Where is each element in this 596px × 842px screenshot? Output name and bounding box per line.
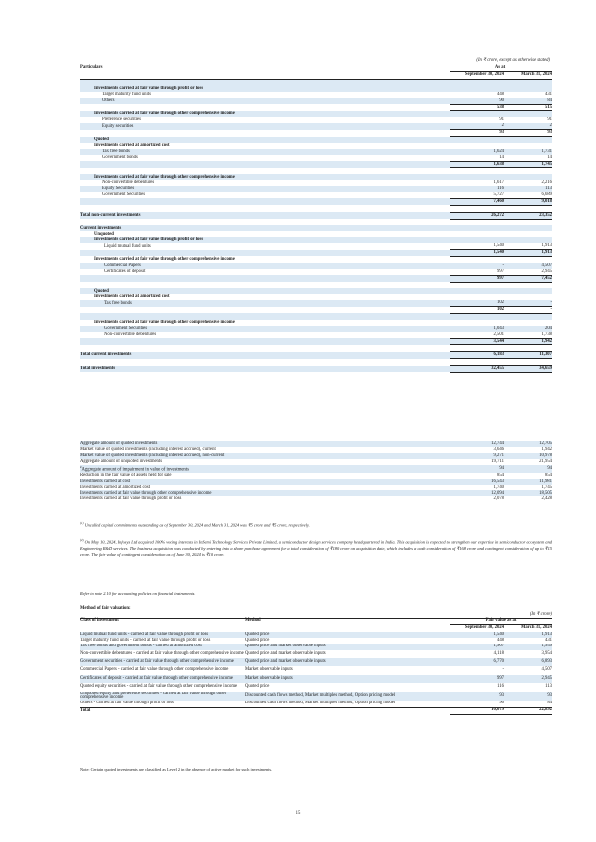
aggregate-label-text: Investments carried at fair value through other comprehensive income — [80, 490, 212, 496]
valuation-method: Discounted cash flows method, Market multiples method, Option pricing model — [245, 692, 450, 701]
valuation-note: Note: Certain quoted investments are classified as Level 2 in the absence of active market for such investments. — [80, 767, 273, 772]
valuation-col-mar: March 31, 2024 — [520, 625, 552, 630]
row-label: Commercial Papers — [80, 263, 450, 269]
value-mar-2024: 2,428 — [541, 496, 552, 502]
valuation-method: Market observable inputs — [245, 667, 293, 673]
value-sep-2024: 2 — [450, 123, 504, 129]
row-label: Total investments — [80, 366, 450, 373]
value-mar-2024: 2,216 — [541, 180, 552, 186]
value-sep-2024 — [450, 359, 504, 366]
value-mar-2024: 93 — [504, 692, 552, 701]
row-label: Others — [80, 98, 450, 104]
row-label — [80, 307, 450, 314]
value-sep-2024: 19,711 — [491, 458, 504, 464]
valuation-row — [80, 666, 552, 674]
table-row — [80, 338, 552, 345]
table-row — [80, 104, 552, 111]
valuation-col-sep: September 30, 2024 — [464, 625, 504, 630]
value-sep-2024: 102 — [450, 300, 504, 306]
value-mar-2024: 431 — [544, 91, 552, 97]
row-label: Government Securities — [80, 326, 450, 332]
value-mar-2024: 1,959 — [504, 644, 552, 650]
value-mar-2024: 94 — [504, 465, 552, 473]
value-mar-2024: 12,705 — [504, 441, 552, 447]
table-row — [80, 130, 552, 137]
row-label: Non-convertible debentures — [102, 180, 155, 186]
valuation-title: Method of fair valuation: — [80, 606, 131, 611]
row-label: Unquoted — [94, 231, 114, 237]
valuation-col-fair: Fair value as at — [485, 618, 517, 623]
value-sep-2024: 997 — [496, 268, 504, 274]
class-of-investment: Quoted equity securities - carried at fair value through other comprehensive income — [80, 684, 238, 690]
class-of-investment: Commercial Papers - carried at fair value through other comprehensive income — [80, 667, 229, 673]
valuation-method: Discounted cash flows method, Market multiples method, Option pricing model — [245, 700, 396, 706]
aggregate-row — [80, 465, 552, 473]
value-mar-2024: 11,981 — [504, 479, 552, 485]
row-label: Government bonds — [102, 155, 138, 161]
value-sep-2024: 93 — [450, 692, 504, 701]
value-sep-2024: 448 — [496, 91, 504, 97]
value-sep-2024: 16,543 — [450, 479, 504, 485]
note-2: $^{(2)}$ On May 10, 2024, Infosys Ltd acquired 100% voting interests in InSemi Technology Services Private Limited, a semiconductor design services company headquartered in India. This acquisition is expected to strengthen our expertise in semiconductor ecosystem and Engineering R&D services. The business acquisition was conducted by entering into a share purchase agreement for a total consideration of ₹180 crore on acquisition date, which includes a cash consideration of ₹168 crore and contingent consideration of up to ₹15 crore. The fair value of contingent consideration as of June 30, 2024 is ₹10 crore. — [80, 538, 552, 558]
value-mar-2024: 84 — [504, 98, 552, 104]
value-mar-2024: 1,913 — [504, 632, 552, 638]
value-sep-2024: 14 — [499, 154, 504, 160]
value-mar-2024: 515 — [504, 104, 552, 111]
value-sep-2024: 91 — [499, 117, 504, 123]
value-mar-2024: 204 — [504, 326, 552, 332]
table-row — [80, 359, 552, 366]
table-row — [80, 275, 552, 282]
value-sep-2024: 5,727 — [493, 192, 504, 198]
value-sep-2024 — [450, 345, 504, 352]
aggregate-label — [80, 465, 450, 473]
row-label — [80, 338, 450, 345]
value-mar-2024: 23,352 — [504, 212, 552, 219]
value-mar-2024: 1,745 — [541, 484, 552, 490]
row-label: Investments carried at amortized cost — [94, 143, 170, 149]
value-mar-2024: 7,452 — [504, 275, 552, 282]
value-mar-2024: 2,945 — [541, 268, 552, 274]
row-label — [80, 104, 450, 111]
row-label: Investments carried at fair value through other comprehensive income — [80, 111, 450, 117]
value-mar-2024: 21,954 — [539, 458, 552, 464]
valuation-col-method: Method — [245, 618, 261, 623]
row-label — [80, 198, 450, 205]
value-sep-2024 — [450, 205, 504, 212]
value-mar-2024: 91 — [547, 117, 552, 123]
value-sep-2024: 90 — [450, 98, 504, 104]
table-row — [80, 212, 552, 219]
value-mar-2024: 1,738 — [541, 331, 552, 337]
value-sep-2024: 1,740 — [493, 484, 504, 490]
row-label: Non-convertible debentures — [104, 332, 157, 338]
class-of-investment: Tax free bonds and government bonds - carried at amortized cost — [80, 644, 245, 650]
value-sep-2024: 2,078 — [493, 496, 504, 502]
class-of-investment: Others - carried at fair value through profit or loss — [80, 700, 174, 706]
value-sep-2024: 7,460 — [450, 198, 504, 205]
row-label: Tax free bonds — [80, 300, 450, 306]
value-mar-2024: 6,689 — [541, 192, 552, 198]
table-row — [80, 352, 552, 359]
value-mar-2024: 1,942 — [541, 447, 552, 453]
row-label — [80, 161, 450, 168]
footnote-marker: # — [80, 464, 82, 469]
value-sep-2024: 1,638 — [450, 161, 504, 168]
class-of-investment: Non-convertible debentures - carried at fair value through other comprehensive income — [80, 650, 244, 656]
value-mar-2024: 18,505 — [504, 490, 552, 496]
value-sep-2024: 1,043 — [450, 326, 504, 332]
row-label: Liquid mutual fund units — [104, 243, 151, 249]
aggregate-label-text: Market value of quoted investments (including interest accrued), non-current — [80, 452, 225, 458]
note-1: $^{(1)}$ Uncalled capital commitments outstanding as of September 30, 2024 and March 31, 2024 was ₹5 crore and ₹5 crore, respectively. — [80, 521, 310, 528]
value-mar-2024: 1,942 — [504, 338, 552, 345]
page-number: 15 — [295, 811, 301, 816]
row-label: Quoted — [80, 288, 450, 294]
value-mar-2024: 854 — [544, 472, 552, 478]
valuation-col-class: Class of investment — [80, 618, 119, 623]
value-sep-2024: 1,540 — [450, 250, 504, 257]
valuation-method: Quoted price — [245, 637, 270, 643]
row-label: Investments carried at fair value through other comprehensive income — [94, 319, 235, 325]
refer-note: Refer to note 2.10 for accounting policies on financial instruments. — [80, 591, 196, 596]
value-mar-2024: 1,913 — [541, 243, 552, 249]
value-mar-2024: 14 — [547, 154, 552, 160]
row-label: Equity Securities — [80, 186, 450, 192]
class-of-investment: Government securities - carried at fair value through other comprehensive income — [80, 658, 245, 666]
valuation-method: Quoted price and market observable inputs — [245, 658, 450, 666]
value-mar-2024 — [504, 345, 552, 352]
row-label: Investments carried at amortized cost — [94, 294, 170, 300]
value-sep-2024: 9,271 — [450, 453, 504, 459]
aggregate-label-text: Market value of quoted investments (including interest accrued), current — [80, 447, 216, 453]
aggregate-label-text: Aggregate amount of quoted investments — [80, 441, 158, 447]
value-sep-2024: 102 — [450, 307, 504, 314]
value-sep-2024: 1,540 — [450, 632, 504, 638]
row-label: Current investments — [80, 225, 450, 231]
table-row — [80, 307, 552, 314]
row-label — [80, 205, 450, 212]
value-sep-2024: - — [450, 263, 504, 269]
valuation-method: Market observable inputs — [245, 675, 450, 683]
value-mar-2024: 4,507 — [541, 667, 552, 673]
valuation-method: Quoted price and market observable inputs — [245, 650, 326, 656]
unit-note: (In ₹ crore, except as otherwise stated) — [476, 58, 550, 63]
value-sep-2024: 1,617 — [493, 180, 504, 186]
value-mar-2024: 84 — [547, 700, 552, 706]
valuation-unit: (In ₹ crore) — [529, 612, 552, 617]
table-row — [80, 205, 552, 212]
row-label: Equity securities — [80, 123, 450, 129]
value-mar-2024: 1,913 — [504, 250, 552, 257]
value-mar-2024 — [504, 205, 552, 212]
value-sep-2024: 12,094 — [450, 490, 504, 496]
aggregates-table — [80, 441, 552, 502]
valuation-total-sep: 16,079 — [450, 707, 504, 714]
row-label: Quoted — [80, 137, 450, 143]
valuation-row — [80, 683, 552, 691]
valuation-row — [80, 658, 552, 666]
value-mar-2024: 113 — [504, 186, 552, 192]
value-mar-2024: 6,893 — [504, 658, 552, 666]
value-mar-2024: 4,507 — [504, 263, 552, 269]
row-label: Investments carried at fair value through other comprehensive income — [80, 174, 450, 180]
row-label — [80, 250, 450, 257]
value-sep-2024: 448 — [496, 637, 504, 643]
row-label — [80, 275, 450, 282]
value-sep-2024: 90 — [499, 700, 504, 706]
aggregate-label-text: Investments carried at cost — [80, 478, 131, 484]
value-sep-2024: 997 — [450, 275, 504, 282]
value-sep-2024: 12,744 — [450, 441, 504, 447]
value-mar-2024: 113 — [545, 684, 552, 690]
row-label: Tax free bonds — [80, 149, 450, 155]
table-row — [80, 345, 552, 352]
row-label: Certificates of deposit — [104, 269, 146, 275]
row-label: Total current investments — [80, 352, 450, 359]
valuation-method: Quoted price — [245, 684, 270, 690]
value-sep-2024: 1,540 — [493, 243, 504, 249]
col-mar-2024: March 31, 2024 — [520, 72, 552, 77]
valuation-total-blank — [245, 707, 450, 714]
value-sep-2024: 997 — [450, 675, 504, 683]
aggregate-label-text: Reduction in the fair value of assets held for sale — [80, 472, 172, 478]
value-sep-2024: 1,907 — [450, 644, 504, 650]
valuation-row — [80, 675, 552, 683]
value-mar-2024 — [504, 359, 552, 366]
col-sep-2024: September 30, 2024 — [464, 72, 504, 77]
value-sep-2024: 32,455 — [450, 366, 504, 373]
value-mar-2024: 9,018 — [504, 198, 552, 205]
value-mar-2024: - — [504, 300, 552, 306]
value-mar-2024: 1,731 — [504, 149, 552, 155]
valuation-total-mar: 22,892 — [504, 707, 552, 714]
valuation-row — [80, 692, 552, 701]
value-mar-2024: 2,945 — [504, 675, 552, 683]
value-mar-2024: 3,954 — [541, 650, 552, 656]
investments-table — [80, 80, 552, 373]
value-sep-2024: 116 — [497, 684, 504, 690]
value-sep-2024: - — [502, 667, 504, 673]
table-row — [80, 250, 552, 257]
aggregate-label — [80, 496, 450, 502]
value-sep-2024: 6,183 — [450, 352, 504, 359]
value-sep-2024: 26,272 — [450, 212, 504, 219]
valuation-total-row — [80, 707, 552, 714]
class-of-investment: Target maturity fund units - carried at fair value through profit or loss — [80, 637, 211, 643]
value-sep-2024: 93 — [450, 130, 504, 137]
aggregate-label-text: Aggregate amount of unquoted investments — [80, 458, 163, 464]
row-label: Investments carried at fair value through profit or loss — [80, 86, 450, 92]
particulars-header: Particulars — [80, 65, 103, 70]
value-sep-2024: 6,770 — [450, 658, 504, 666]
value-sep-2024: 3,646 — [493, 447, 504, 453]
value-mar-2024: 93 — [504, 130, 552, 137]
row-label — [80, 130, 450, 137]
value-sep-2024: 4,118 — [493, 650, 504, 656]
value-sep-2024: 854 — [496, 472, 504, 478]
value-sep-2024: 2,501 — [493, 331, 504, 337]
row-label: Target maturity fund units — [102, 91, 151, 97]
aggregate-label-text: Investments carried at amortized cost — [80, 484, 151, 490]
table-row — [80, 366, 552, 373]
class-of-investment: Certificates of deposit - carried at fair value through other comprehensive income — [80, 675, 245, 683]
valuation-total-label: Total — [80, 707, 245, 714]
value-sep-2024: 116 — [450, 186, 504, 192]
table-row — [80, 161, 552, 168]
row-label: Total non-current investments — [80, 212, 450, 219]
row-label: Investments carried at fair value through profit or loss — [80, 237, 450, 243]
row-label: Government Securities — [102, 192, 146, 198]
value-mar-2024: - — [504, 307, 552, 314]
value-mar-2024: 34,659 — [504, 366, 552, 373]
value-sep-2024: 1,624 — [450, 149, 504, 155]
aggregate-label-text: Aggregate amount of impairment in value of investments — [81, 467, 189, 473]
row-label: Preference securities — [102, 117, 141, 123]
class-of-investment: Liquid mutual fund units - carried at fair value through profit or loss — [80, 632, 245, 638]
row-label: Investments carried at fair value through other comprehensive income — [94, 256, 235, 262]
value-sep-2024: 3,544 — [450, 338, 504, 345]
value-mar-2024: 1,745 — [504, 161, 552, 168]
value-sep-2024: 94 — [450, 465, 504, 473]
row-label — [80, 345, 450, 352]
class-of-investment: Unquoted equity and preference securities - carried at fair value through other comprehensive income — [80, 692, 245, 701]
row-label — [80, 359, 450, 366]
aggregate-row — [80, 496, 552, 502]
valuation-method: Quoted price — [245, 632, 450, 638]
valuation-row — [80, 650, 552, 658]
value-mar-2024: 10,978 — [504, 453, 552, 459]
value-sep-2024: 538 — [450, 104, 504, 111]
value-mar-2024: 11,307 — [504, 352, 552, 359]
valuation-table — [80, 632, 552, 715]
as-at-header: As at — [494, 65, 506, 70]
aggregate-label-text: Investments carried at fair value through profit or loss — [80, 496, 182, 502]
valuation-method: Quoted price and market observable inputs — [245, 644, 450, 650]
value-mar-2024: 2 — [504, 123, 552, 129]
value-mar-2024: 431 — [544, 637, 552, 643]
table-row — [80, 198, 552, 205]
